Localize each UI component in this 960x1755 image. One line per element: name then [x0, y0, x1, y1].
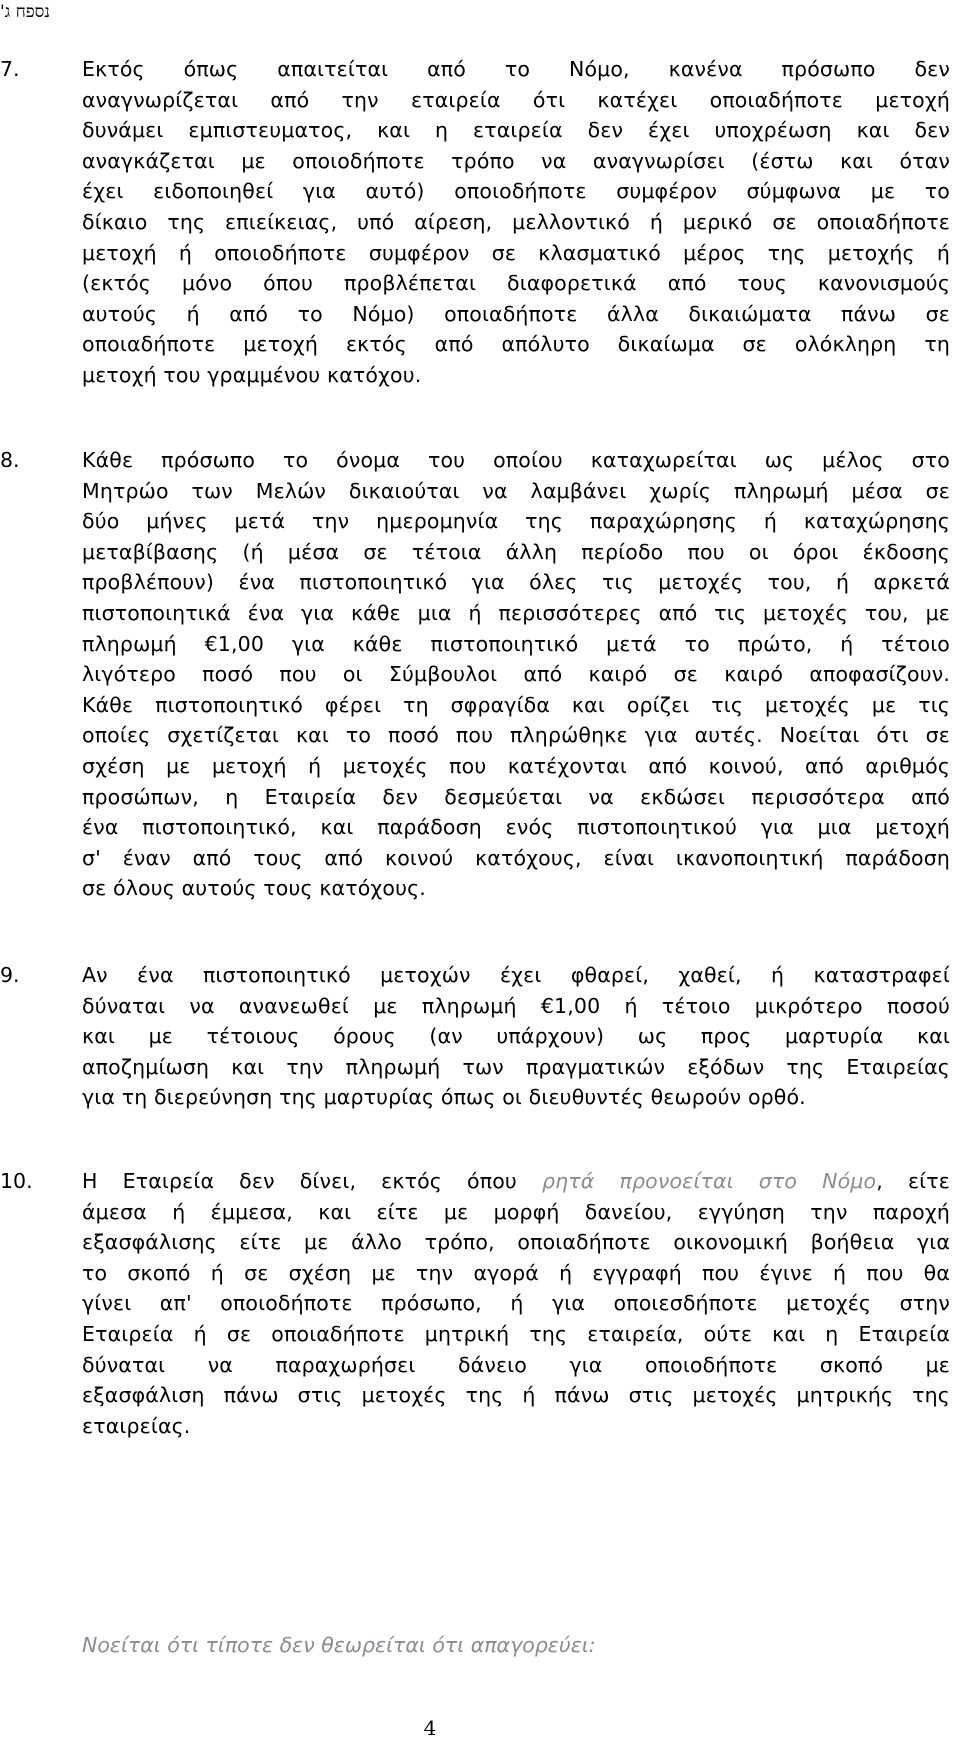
- paragraph-line: εξασφάλιση πάνω στις μετοχές της ή πάνω στις μετοχές μητρικής της: [82, 1383, 950, 1408]
- paragraph-line: εξασφάλισης είτε με άλλο τρόπο, οποιαδήποτε οικονομική βοήθεια για: [82, 1230, 950, 1255]
- paragraph-line: δύναται να ανανεωθεί με πληρωμή €1,00 ή τέτοιο μικρότερο ποσού: [82, 993, 950, 1018]
- paragraph-line: πληρωμή €1,00 για κάθε πιστοποιητικό μετά το πρώτο, ή τέτοιο: [82, 631, 950, 656]
- emphasis-text: ρητά προνοείται στο Νόμο: [542, 1169, 877, 1193]
- paragraph-line: αναγνωρίζεται από την εταιρεία ότι κατέχει οποιαδήποτε μετοχή: [82, 87, 950, 112]
- paragraph-line: Μητρώο των Μελών δικαιούται να λαμβάνει χωρίς πληρωμή μέσα σε: [82, 478, 950, 503]
- section-number: 7.: [0, 57, 20, 81]
- section-number: 9.: [0, 963, 20, 987]
- paragraph-line: εταιρείας.: [82, 1413, 191, 1438]
- section-paragraph: [82, 1166, 950, 1441]
- page-number: 4: [423, 1716, 437, 1740]
- paragraph-line: αποζημίωση και την πληρωμή των πραγματικών εξόδων της Εταιρείας: [82, 1054, 950, 1079]
- paragraph-line: προβλέπουν) ένα πιστοποιητικό για όλες τις μετοχές του, ή αρκετά: [82, 570, 950, 595]
- section-paragraph: [82, 445, 950, 904]
- paragraph-line: αυτούς ή από το Νόμο) οποιαδήποτε άλλα δικαιώματα πάνω σε: [82, 301, 950, 326]
- paragraph-line: οποίες σχετίζεται και το ποσό που πληρώθηκε για αυτές. Νοείται ότι σε: [82, 723, 950, 748]
- paragraph-line: (εκτός μόνο όπου προβλέπεται διαφορετικά από τους κανονισμούς: [82, 271, 950, 296]
- paragraph-line: ένα πιστοποιητικό, και παράδοση ενός πιστοποιητικού για μια μετοχή: [82, 815, 950, 840]
- paragraph-line: σε όλους αυτούς τους κατόχους.: [82, 876, 426, 901]
- paragraph-line: αναγκάζεται με οποιοδήποτε τρόπο να αναγνωρίσει (έστω και όταν: [82, 148, 950, 173]
- line-text: , είτε: [876, 1169, 950, 1193]
- section-paragraph: [82, 54, 950, 391]
- note-text: Νοείται ότι τίποτε δεν θεωρείται ότι απαγορεύει:: [82, 1633, 596, 1657]
- paragraph-line: μετοχή του γραμμένου κατόχου.: [82, 362, 422, 387]
- paragraph-line: σ' έναν από τους από κοινού κατόχους, είναι ικανοποιητική παράδοση: [82, 845, 950, 870]
- paragraph-line: για τη διερεύνηση της μαρτυρίας όπως οι διευθυντές θεωρούν ορθό.: [82, 1085, 806, 1110]
- section-number: 8.: [0, 448, 20, 472]
- paragraph-line: το σκοπό ή σε σχέση με την αγορά ή εγγραφή που έγινε ή που θα: [82, 1260, 950, 1285]
- paragraph-line: δίκαιο της επιείκειας, υπό αίρεση, μελλοντικό ή μερικό σε οποιαδήποτε: [82, 209, 950, 234]
- paragraph-line: [82, 1166, 950, 1197]
- paragraph-line: Εταιρεία ή σε οποιαδήποτε μητρική της εταιρεία, ούτε και η Εταιρεία: [82, 1321, 950, 1346]
- paragraph-line: δύναται να παραχωρήσει δάνειο για οποιοδήποτε σκοπό με: [82, 1352, 950, 1377]
- paragraph-line: μετοχή ή οποιοδήποτε συμφέρον σε κλασματικό μέρος της μετοχής ή: [82, 240, 950, 265]
- paragraph-line: πιστοποιητικά ένα για κάθε μια ή περισσότερες από τις μετοχές του, με: [82, 600, 950, 625]
- paragraph-line: άμεσα ή έμμεσα, και είτε με μορφή δανείου, εγγύηση την παροχή: [82, 1199, 950, 1224]
- paragraph-line: μεταβίβασης (ή μέσα σε τέτοια άλλη περίοδο που οι όροι έκδοσης: [82, 539, 950, 564]
- paragraph-line: δύο μήνες μετά την ημερομηνία της παραχώρησης ή καταχώρησης: [82, 509, 950, 534]
- paragraph-line: έχει ειδοποιηθεί για αυτό) οποιοδήποτε συμφέρον σύμφωνα με το: [82, 179, 950, 204]
- paragraph-line: οποιαδήποτε μετοχή εκτός από απόλυτο δικαίωμα σε ολόκληρη τη: [82, 332, 950, 357]
- paragraph-line: σχέση με μετοχή ή μετοχές που κατέχονται από κοινού, από αριθμός: [82, 753, 950, 778]
- paragraph-line: δυνάμει εμπιστευματος, και η εταιρεία δεν έχει υποχρέωση και δεν: [82, 118, 950, 143]
- paragraph-line: Κάθε πιστοποιητικό φέρει τη σφραγίδα και ορίζει τις μετοχές με τις: [82, 692, 950, 717]
- paragraph-line: Αν ένα πιστοποιητικό μετοχών έχει φθαρεί, χαθεί, ή καταστραφεί: [82, 963, 950, 987]
- paragraph-line: προσώπων, η Εταιρεία δεν δεσμεύεται να εκδώσει περισσότερα από: [82, 784, 950, 809]
- paragraph-line: Κάθε πρόσωπο το όνομα του οποίου καταχωρείται ως μέλος στο: [82, 448, 950, 472]
- line-text: Η Εταιρεία δεν δίνει, εκτός όπου: [82, 1169, 517, 1193]
- section-number: 10.: [0, 1169, 33, 1193]
- annex-label: נספח ג': [0, 2, 50, 22]
- paragraph-line: και με τέτοιους όρους (αν υπάρχουν) ως προς μαρτυρία και: [82, 1024, 950, 1049]
- paragraph-line: γίνει απ' οποιοδήποτε πρόσωπο, ή για οποιεσδήποτε μετοχές στην: [82, 1291, 950, 1316]
- section-paragraph: [82, 960, 950, 1113]
- paragraph-line: Εκτός όπως απαιτείται από το Νόμο, κανένα πρόσωπο δεν: [82, 57, 950, 81]
- paragraph-line: λιγότερο ποσό που οι Σύμβουλοι από καιρό σε καιρό αποφασίζουν.: [82, 662, 950, 687]
